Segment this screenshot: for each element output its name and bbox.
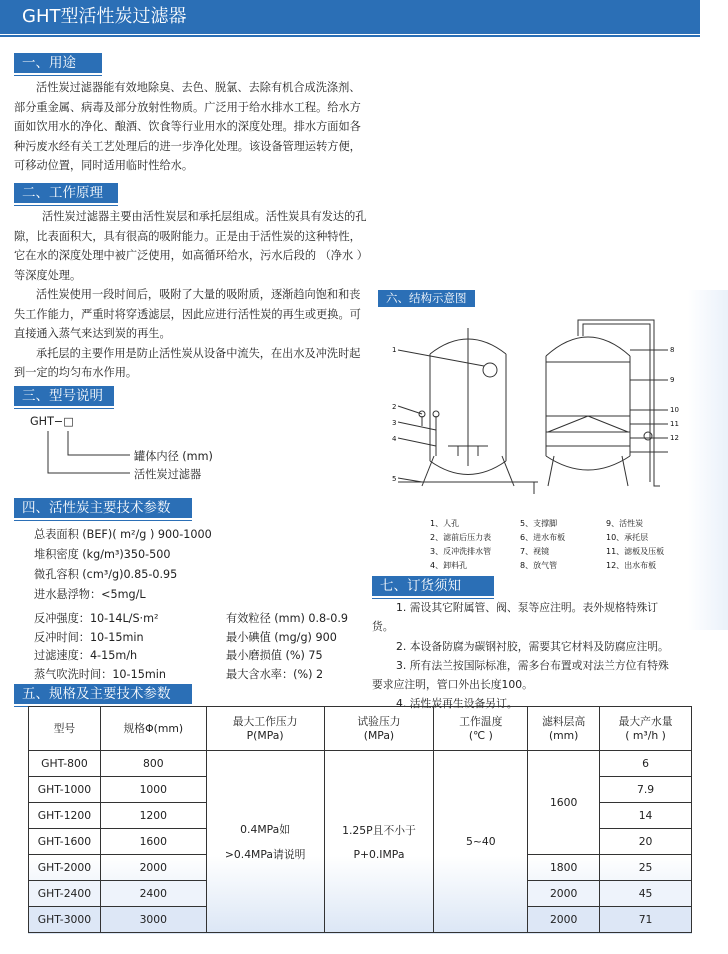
param-filter-speed: 过滤速度：4-15m/h <box>34 649 138 662</box>
model-code: GHT−□ <box>30 415 74 428</box>
section-heading-specs: 五、规格及主要技术参数 <box>14 684 192 704</box>
spec-table <box>28 706 692 933</box>
cell-layer-height: 2000 <box>528 881 600 907</box>
legend-item: 7、视镜 <box>520 547 550 556</box>
structure-diagram <box>378 290 688 572</box>
param-moisture: 最大含水率：(%) 2 <box>226 668 324 681</box>
diagram-heading: 六、结构示意图 <box>378 290 475 307</box>
section-heading-principle: 二、工作原理 <box>14 183 118 203</box>
cell-flow: 14 <box>600 803 692 829</box>
legend-item: 9、活性炭 <box>606 519 644 528</box>
test-line-1: 1.25P且不小于 <box>342 823 416 837</box>
param-backwash-intensity: 反冲强度：10-14L/S·m² <box>34 612 159 625</box>
cell-diameter: 2400 <box>100 881 206 907</box>
legend-item: 6、进水布板 <box>520 533 566 542</box>
col-header: 试验压力 (MPa) <box>324 707 434 751</box>
background-decoration <box>688 290 728 630</box>
param-backwash-time: 反冲时间：10-15min <box>34 631 144 644</box>
param-steam-time: 蒸气吹洗时间：10-15min <box>34 668 166 681</box>
cell-layer-height: 1600 <box>528 751 600 855</box>
param-pore-volume: 微孔容积 (cm³/g)0.85-0.95 <box>34 568 178 581</box>
pressure-line-1: 0.4MPa如 <box>240 822 291 836</box>
col-header: 型号 <box>29 707 101 751</box>
col-header: 最大工作压力 P(MPa) <box>206 707 324 751</box>
param-grain-size: 有效粒径 (mm) 0.8-0.9 <box>226 612 349 625</box>
usage-text: 活性炭过滤器能有效地除臭、去色、脱氯、去除有机合成洗涤剂、 部分重金属、病毒及部分放射性物质。广泛用于给水排水工程。给水方 面如饮用水的净化、酿酒、饮食等行业用水的深度处理。排水方面如各 种污废水经有关工艺处理后的进一步净化处理。该设备管理运转方便， 可移动位置，同时适用临时性给水。 <box>14 81 361 172</box>
section-heading-carbon-params: 四、活性炭主要技术参数 <box>14 498 192 518</box>
param-iodine: 最小碘值 (mg/g) 900 <box>226 631 337 644</box>
section-heading-usage: 一、用途 <box>14 53 102 73</box>
cell-diameter: 800 <box>100 751 206 777</box>
model-bracket-lines <box>40 425 140 485</box>
cell-diameter: 1200 <box>100 803 206 829</box>
col-header: 工作温度 (℃ ) <box>434 707 528 751</box>
col-header: 最大产水量 ( m³/h ) <box>600 707 692 751</box>
model-label-name: 活性炭过滤器 <box>134 468 202 481</box>
svg-text:2: 2 <box>392 403 397 411</box>
cell-model: GHT-2000 <box>29 855 101 881</box>
cell-model: GHT-3000 <box>29 907 101 933</box>
cell-model: GHT-800 <box>29 751 101 777</box>
cell-diameter: 2000 <box>100 855 206 881</box>
svg-text:8: 8 <box>670 346 675 354</box>
filter-drawing <box>378 306 688 534</box>
svg-text:5: 5 <box>392 475 397 483</box>
param-surface-area: 总表面积 (BEF)( m²/g ) 900-1000 <box>34 528 212 541</box>
svg-text:10: 10 <box>670 406 679 414</box>
model-label-diameter: 罐体内径 (mm) <box>134 450 213 463</box>
legend-item: 10、承托层 <box>606 533 649 542</box>
legend-item: 2、滤前后压力表 <box>430 533 492 542</box>
table-header-row <box>29 707 692 751</box>
section-heading-model: 三、型号说明 <box>14 386 114 406</box>
principle-text: 活性炭过滤器主要由活性炭层和承托层组成。活性炭具有发达的孔 隙，比表面积大，具有很高的吸附能力。正是由于活性炭的这种特性， 它在水的深度处理中被广泛使用，如高循环给水，污水后段的 （净水 ） 等深度处理。 活性炭使用一段时间后，吸附了大量的吸附质，逐渐趋向饱和和丧 失工作能力，严重时将穿透滤层，因此应进行活性炭的再生或更换。可 直接通入蒸气来达到炭的再生。 承托层的主要作用是防止活性炭从设备中流失，在出水及冲洗时起 到一定的均匀布水作用。 <box>14 210 368 379</box>
cell-flow: 45 <box>600 881 692 907</box>
cell-model: GHT-1600 <box>29 829 101 855</box>
legend-item: 3、反冲洗排水管 <box>430 547 492 556</box>
cell-max-pressure <box>206 751 324 933</box>
col-header: 滤料层高 (mm) <box>528 707 600 751</box>
legend-item: 4、卸料孔 <box>430 561 468 570</box>
svg-text:3: 3 <box>392 419 397 427</box>
svg-text:4: 4 <box>392 435 397 443</box>
legend-item: 1、人孔 <box>430 519 460 528</box>
cell-model: GHT-1000 <box>29 777 101 803</box>
param-abrasion: 最小磨损值 (%) 75 <box>226 649 323 662</box>
svg-text:12: 12 <box>670 434 679 442</box>
order-notes: 1. 需设其它附属管、阀、泵等应注明。表外规格特殊订 货。 2. 本设备防腐为碳钢衬胶，需要其它材料及防腐应注明。 3. 所有法兰按国际标准，需多台布置或对法兰方位有特殊 要求应注明，管口外出长度100。 4. 活性炭再生设备另订。 <box>372 601 669 711</box>
cell-flow: 71 <box>600 907 692 933</box>
legend-item: 12、出水布板 <box>606 561 657 570</box>
col-header: 规格Φ(mm) <box>100 707 206 751</box>
svg-text:11: 11 <box>670 420 679 428</box>
param-suspended-solids: 进水悬浮物：<5mg/L <box>34 588 146 601</box>
section-heading-order: 七、订货须知 <box>372 576 494 596</box>
cell-flow: 25 <box>600 855 692 881</box>
cell-flow: 6 <box>600 751 692 777</box>
test-line-2: P+0.IMPa <box>353 847 405 861</box>
table-row <box>29 751 692 777</box>
cell-flow: 20 <box>600 829 692 855</box>
pressure-line-2: >0.4MPa请说明 <box>224 847 306 861</box>
legend-item: 5、支撑脚 <box>520 519 558 528</box>
param-bulk-density: 堆积密度 (kg/m³)350-500 <box>34 548 171 561</box>
cell-model: GHT-1200 <box>29 803 101 829</box>
cell-diameter: 1600 <box>100 829 206 855</box>
cell-layer-height: 2000 <box>528 907 600 933</box>
cell-diameter: 1000 <box>100 777 206 803</box>
cell-flow: 7.9 <box>600 777 692 803</box>
svg-text:1: 1 <box>392 346 397 354</box>
cell-test-pressure <box>324 751 434 933</box>
svg-text:9: 9 <box>670 376 675 384</box>
cell-layer-height: 1800 <box>528 855 600 881</box>
page-title: GHT型活性炭过滤器 <box>0 0 700 34</box>
cell-model: GHT-2400 <box>29 881 101 907</box>
legend-item: 11、滤板及压板 <box>606 547 665 556</box>
legend-item: 8、放气管 <box>520 561 558 570</box>
cell-diameter: 3000 <box>100 907 206 933</box>
cell-temperature: 5~40 <box>434 751 528 933</box>
